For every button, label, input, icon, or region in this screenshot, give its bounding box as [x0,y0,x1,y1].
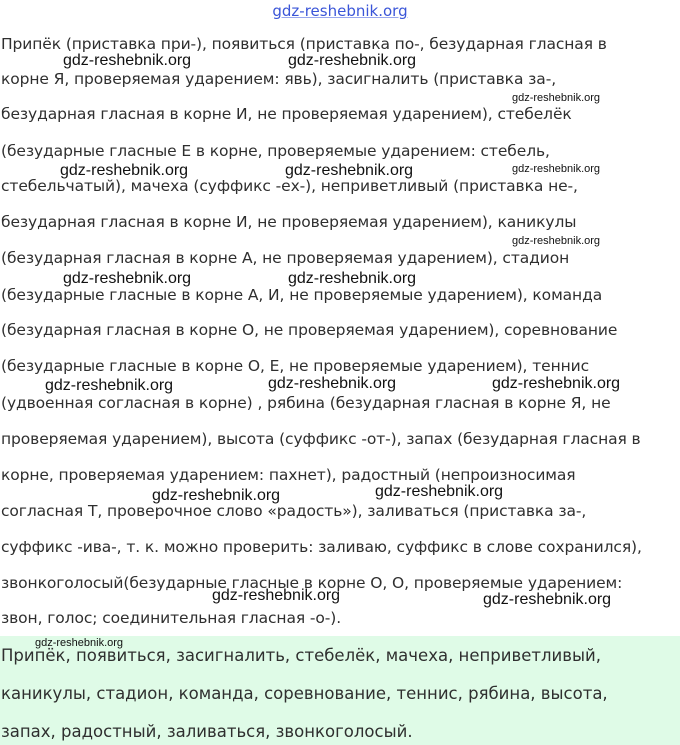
text-line: корне, проверяемая ударением: пахнет), радостный (непроизносимая [1,466,576,484]
text-line: (безударная гласная в корне О, не проверяемая ударением), соревнование [1,321,618,339]
watermark: gdz-reshebnik.org [288,270,417,287]
text-line: стебельчатый), мачеха (суффикс -ех-), неприветливый (приставка не-, [1,177,578,195]
watermark: gdz-reshebnik.org [285,162,414,179]
answer-line: Припёк, появиться, засигналить, стебелёк, мачеха, неприветливый, [1,646,601,665]
text-line: (безударная гласная в корне А, не проверяемая ударением), стадион [1,249,570,267]
answer-line: запах, радостный, заливаться, звонкоголосый. [1,722,413,741]
text-line: проверяемая ударением), высота (суффикс -от-), запах (безударная гласная в [1,430,641,448]
text-line: суффикс -ива-, т. к. можно проверить: заливаю, суффикс в слове сохранился), [1,538,642,556]
text-line: безударная гласная в корне И, не проверяемая ударением), стебелёк [1,105,572,123]
answer-line: каникулы, стадион, команда, соревнование, теннис, рябина, высота, [1,684,608,703]
watermark: gdz-reshebnik.org [63,270,192,287]
text-line: (безударные гласные в корне О, Е, не проверяемые ударением), теннис [1,357,590,375]
site-header-link[interactable]: gdz-reshebnik.org [272,2,408,20]
watermark: gdz-reshebnik.org [268,375,397,392]
watermark: gdz-reshebnik.org [212,587,341,604]
text-line: Припёк (приставка при-), появиться (приставка по-, безударная гласная в [1,35,607,53]
watermark: gdz-reshebnik.org [35,637,124,649]
watermark: gdz-reshebnik.org [512,163,601,175]
watermark: gdz-reshebnik.org [512,235,601,247]
text-line: звон, голос; соединительная гласная -о-). [1,609,342,627]
watermark: gdz-reshebnik.org [483,591,612,608]
watermark: gdz-reshebnik.org [288,52,417,69]
text-line: безударная гласная в корне И, не проверяемая ударением), каникулы [1,213,577,231]
watermark: gdz-reshebnik.org [375,483,504,500]
watermark: gdz-reshebnik.org [45,377,174,394]
text-line: звонкоголосый(безударные гласные в корне О, О, проверяемые ударением: [1,574,623,592]
watermark: gdz-reshebnik.org [152,487,281,504]
watermark: gdz-reshebnik.org [63,52,192,69]
watermark: gdz-reshebnik.org [512,92,601,104]
watermark: gdz-reshebnik.org [492,375,621,392]
text-line: корне Я, проверяемая ударением: явь), засигналить (приставка за-, [1,70,557,88]
text-line: (безударные гласные в корне А, И, не проверяемые ударением), команда [1,286,603,304]
text-line: согласная Т, проверочное слово «радость»), заливаться (приставка за-, [1,502,587,520]
watermark: gdz-reshebnik.org [60,162,189,179]
answer-box [0,636,680,745]
text-line: (безударные гласные Е в корне, проверяемые ударением: стебель, [1,142,550,160]
text-line: (удвоенная согласная в корне) , рябина (безударная гласная в корне Я, не [1,394,611,412]
